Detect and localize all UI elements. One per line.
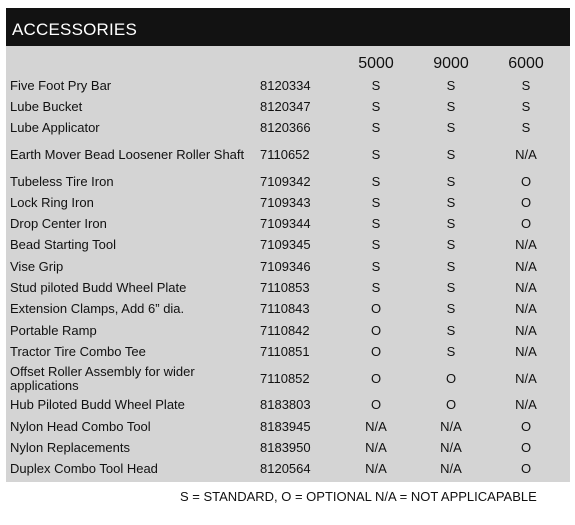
table-row [6,277,570,298]
part-number: 7109344 [260,216,311,232]
availability-5000: O [370,322,382,338]
availability-9000: O [445,370,457,386]
availability-5000: N/A [365,461,387,477]
part-number: 7109345 [260,237,311,253]
table-row [6,235,570,256]
availability-6000: S [521,98,531,114]
accessory-name: Offset Roller Assembly for wider applications [10,363,195,393]
accessory-name: Lube Bucket [10,98,83,114]
availability-6000: O [520,418,532,434]
availability-9000: N/A [440,439,462,455]
part-number: 8183950 [260,439,311,455]
table-header-bar [6,8,570,46]
availability-5000: S [371,216,381,232]
availability-5000: S [371,77,381,93]
part-number: 8120347 [260,98,311,114]
part-number: 7110842 [260,322,310,338]
part-number: 8183945 [260,418,311,434]
availability-5000: S [371,280,381,296]
part-number: 7110843 [260,301,310,317]
availability-6000: N/A [515,322,537,338]
part-number: 7109342 [260,173,311,189]
table-body [6,75,570,480]
availability-5000: S [371,194,381,210]
availability-9000: N/A [440,418,462,434]
part-number: 7110851 [260,343,310,359]
availability-5000: O [370,301,382,317]
availability-9000: S [446,98,456,114]
availability-5000: S [371,120,381,136]
availability-9000: N/A [440,461,462,477]
availability-6000: O [520,439,532,455]
availability-5000: S [371,258,381,274]
accessory-name: Nylon Replacements [10,439,130,455]
availability-5000: N/A [365,439,387,455]
part-number: 7110652 [260,146,310,162]
availability-6000: O [520,216,532,232]
availability-6000: N/A [515,237,537,253]
availability-5000: S [371,173,381,189]
table-row [6,299,570,320]
availability-5000: O [370,397,382,413]
table-row [6,118,570,139]
part-number: 7109346 [260,258,311,274]
availability-9000: S [446,173,456,189]
availability-5000: S [371,146,381,162]
accessory-name: Tractor Tire Combo Tee [10,343,146,359]
part-number: 8120334 [260,77,311,93]
availability-5000: S [371,237,381,253]
availability-6000: N/A [515,280,537,296]
table-row [6,437,570,458]
part-number: 7109343 [260,194,311,210]
accessory-name: Duplex Combo Tool Head [10,461,158,477]
part-number: 8120366 [260,120,311,136]
availability-5000: O [370,343,382,359]
availability-5000: N/A [365,418,387,434]
table-row [6,416,570,437]
part-number: 8120564 [260,461,311,477]
availability-6000: N/A [515,370,537,386]
accessory-name: Drop Center Iron [10,216,107,232]
table-title: ACCESSORIES [12,20,138,39]
availability-9000: S [446,237,456,253]
accessory-name: Stud piloted Budd Wheel Plate [10,280,187,296]
availability-6000: N/A [515,258,537,274]
availability-9000: S [446,77,456,93]
column-headers [6,53,570,73]
part-number: 7110852 [260,370,310,386]
part-number: 8183803 [260,397,311,413]
column-header-6000: 6000 [508,55,544,72]
accessory-name: Lock Ring Iron [10,194,94,210]
accessory-name: Vise Grip [10,258,64,274]
table-row [6,75,570,96]
accessory-name: Earth Mover Bead Loosener Roller Shaft [10,146,245,162]
availability-6000: N/A [515,397,537,413]
availability-6000: O [520,173,532,189]
table-row [6,192,570,213]
availability-6000: O [520,194,532,210]
table-row [6,96,570,117]
availability-6000: N/A [515,343,537,359]
table-row [6,139,570,171]
availability-9000: O [445,397,457,413]
accessory-name: Five Foot Pry Bar [10,77,112,93]
availability-5000: O [370,370,382,386]
availability-9000: S [446,301,456,317]
availability-9000: S [446,120,456,136]
table-row [6,171,570,192]
accessory-name: Lube Applicator [10,120,100,136]
column-header-9000: 9000 [433,55,469,72]
table-row [6,320,570,341]
availability-6000: O [520,461,532,477]
table-row [6,395,570,416]
column-header-5000: 5000 [358,55,394,72]
availability-9000: S [446,258,456,274]
table-row [6,341,570,362]
availability-6000: N/A [515,301,537,317]
availability-6000: S [521,120,531,136]
availability-9000: S [446,343,456,359]
availability-5000: S [371,98,381,114]
legend-note: S = STANDARD, O = OPTIONAL N/A = NOT APPLICAPABLE [180,489,537,504]
availability-9000: S [446,216,456,232]
accessory-name: Extension Clamps, Add 6” dia. [10,301,185,317]
table-row [6,256,570,277]
availability-6000: S [521,77,531,93]
availability-9000: S [446,146,456,162]
table-row [6,363,570,395]
accessory-name: Portable Ramp [10,322,97,338]
accessory-name: Tubeless Tire Iron [10,173,114,189]
table-row [6,458,570,479]
accessory-name: Bead Starting Tool [10,237,116,253]
availability-9000: S [446,322,456,338]
accessories-table [6,8,570,482]
availability-9000: S [446,194,456,210]
accessory-name: Hub Piloted Budd Wheel Plate [10,397,185,413]
part-number: 7110853 [260,280,310,296]
availability-9000: S [446,280,456,296]
accessory-name: Nylon Head Combo Tool [10,418,151,434]
availability-6000: N/A [515,146,537,162]
table-row [6,213,570,234]
